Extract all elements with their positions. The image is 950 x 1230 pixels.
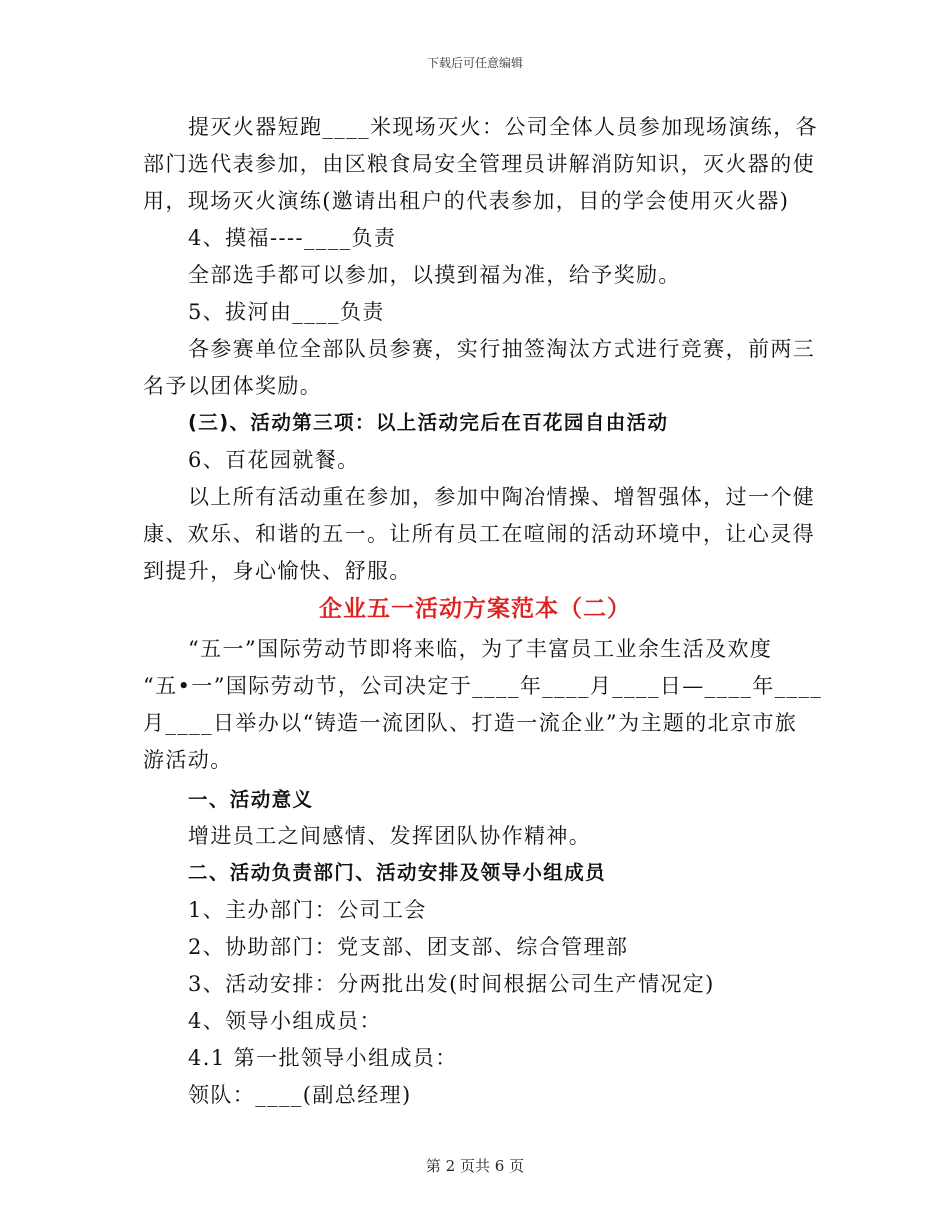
paragraph-line: 名予以团体奖励。 <box>143 374 323 398</box>
list-item: 6、百花园就餐。 <box>188 448 360 472</box>
paragraph-line: 用，现场灭火演练(邀请出租户的代表参加，目的学会使用灭火器) <box>143 189 790 213</box>
page-header: 下载后可任意编辑 <box>426 56 523 70</box>
paragraph-line: 领队：____(副总经理) <box>188 1083 412 1107</box>
section-heading: 二、活动负责部门、活动安排及领导小组成员 <box>188 861 607 884</box>
paragraph-line: 康、欢乐、和谐的五一。让所有员工在喧闹的活动环境中，让心灵得 <box>143 522 815 546</box>
paragraph-line: 增进员工之间感情、发挥团队协作精神。 <box>188 824 592 848</box>
list-item: 1、主办部门：公司工会 <box>188 898 427 922</box>
page-footer: 第 2 页共 6 页 <box>425 1157 525 1175</box>
paragraph-line: “五一”国际劳动节即将来临，为了丰富员工业余生活及欢度 <box>188 637 773 661</box>
paragraph-line: 月____日举办以“铸造一流团队、打造一流企业”为主题的北京市旅 <box>143 711 798 735</box>
list-item: 2、协助部门：党支部、团支部、综合管理部 <box>188 935 629 959</box>
paragraph-line: 各参赛单位全部队员参赛，实行抽签淘汰方式进行竞赛，前两三 <box>188 337 816 361</box>
list-item: 5、拔河由____负责 <box>188 300 385 324</box>
paragraph-line: 游活动。 <box>143 748 233 772</box>
list-item: 4、摸福----____负责 <box>188 226 397 250</box>
paragraph-line: 部门选代表参加，由区粮食局安全管理员讲解消防知识，灭火器的使 <box>143 152 815 176</box>
paragraph-line: “五•一”国际劳动节，公司决定于____年____月____日—____年____ <box>143 674 823 698</box>
list-item: 3、活动安排：分两批出发(时间根据公司生产情况定) <box>188 972 715 996</box>
paragraph-line: 以上所有活动重在参加，参加中陶冶情操、增智强体，过一个健 <box>188 485 816 509</box>
section-heading: (三)、活动第三项：以上活动完后在百花园自由活动 <box>188 411 669 434</box>
list-item: 4.1 第一批领导小组成员： <box>188 1046 458 1070</box>
paragraph-line: 全部选手都可以参加，以摸到福为准，给予奖励。 <box>188 263 681 287</box>
paragraph-line: 到提升，身心愉快、舒服。 <box>143 559 412 583</box>
section-heading: 一、活动意义 <box>188 788 314 811</box>
list-item: 4、领导小组成员： <box>188 1009 382 1033</box>
section-title: 企业五一活动方案范本（二） <box>319 596 631 622</box>
paragraph-line: 提灭火器短跑____米现场灭火：公司全体人员参加现场演练，各 <box>188 115 818 139</box>
